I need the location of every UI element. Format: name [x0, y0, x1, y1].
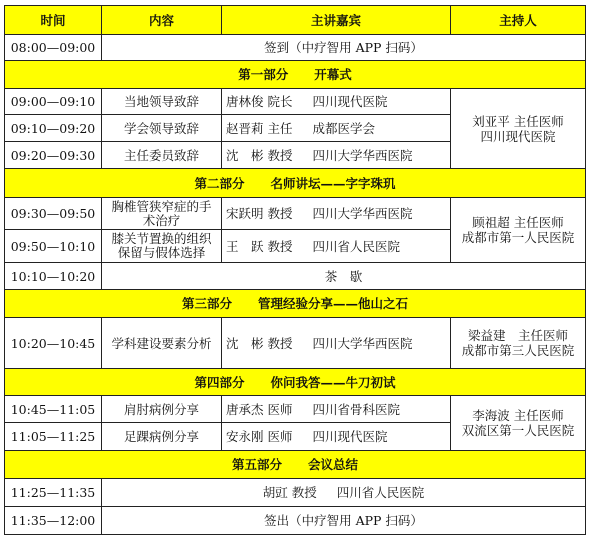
section-title	[5, 169, 586, 198]
checkout-cell: 签出（中疗智用 APP 扫码）	[102, 507, 586, 535]
speaker-org: 成都医学会	[312, 120, 375, 136]
content-cell: 学科建设要素分析	[102, 318, 222, 369]
host-org: 四川现代医院	[480, 128, 556, 144]
time-cell: 11:25—11:35	[5, 479, 102, 507]
section-row	[5, 290, 586, 318]
summary-cell	[102, 479, 586, 507]
speaker-org: 四川大学华西医院	[312, 206, 413, 221]
table-row	[5, 89, 586, 115]
section-row	[5, 451, 586, 479]
section-subtitle: 开幕式	[314, 67, 352, 82]
section-subtitle: 名师讲坛——字字珠玑	[270, 175, 396, 191]
checkin-cell: 签到（中疗智用 APP 扫码）	[102, 35, 586, 61]
header-time: 时间	[5, 6, 102, 35]
speaker-org: 四川省骨科医院	[312, 401, 400, 417]
speaker-cell	[222, 423, 451, 451]
time-cell: 08:00—09:00	[5, 35, 102, 61]
content-cell: 当地领导致辞	[102, 89, 222, 115]
speaker-name: 唐承杰 医师	[226, 401, 293, 417]
time-cell: 09:10—09:20	[5, 115, 102, 142]
speaker-name: 唐林俊 院长	[226, 94, 293, 109]
header-host: 主持人	[451, 6, 586, 35]
section-row	[5, 169, 586, 198]
host-cell	[451, 396, 586, 451]
tea-break-cell: 茶 歇	[102, 263, 586, 290]
section-part: 第五部分	[231, 457, 282, 472]
schedule-table	[4, 5, 586, 535]
header-row	[5, 6, 586, 35]
time-cell: 11:35—12:00	[5, 507, 102, 535]
section-title	[5, 61, 586, 89]
speaker-name: 沈 彬 教授	[226, 335, 293, 351]
host-name: 梁益建 主任医师	[467, 328, 568, 343]
section-title	[5, 290, 586, 318]
section-row	[5, 369, 586, 396]
speaker-cell	[222, 89, 451, 115]
table-row	[5, 318, 586, 369]
section-subtitle: 管理经验分享——他山之石	[258, 296, 409, 311]
speaker-name: 王 跃 教授	[226, 238, 293, 254]
host-org: 成都市第一人民医院	[461, 230, 575, 245]
section-part: 第二部分	[194, 175, 245, 191]
time-cell: 10:20—10:45	[5, 318, 102, 369]
speaker-cell	[222, 230, 451, 263]
header-content: 内容	[102, 6, 222, 35]
speaker-cell	[222, 198, 451, 230]
speaker-name: 胡豇 教授	[262, 485, 317, 500]
host-org: 双流区第一人民医院	[461, 423, 575, 438]
section-part: 第一部分	[238, 67, 289, 82]
speaker-org: 四川现代医院	[312, 94, 388, 109]
host-name: 李海波 主任医师	[472, 408, 564, 423]
table-row	[5, 263, 586, 290]
host-org: 成都市第三人民医院	[461, 343, 575, 358]
header-speaker: 主讲嘉宾	[222, 6, 451, 35]
host-cell	[451, 318, 586, 369]
table-row	[5, 35, 586, 61]
section-part: 第三部分	[181, 296, 232, 311]
time-cell: 09:20—09:30	[5, 142, 102, 169]
section-row	[5, 61, 586, 89]
speaker-cell	[222, 396, 451, 423]
content-cell: 足踝病例分享	[102, 423, 222, 451]
content-cell: 胸椎管狭窄症的手术治疗	[102, 198, 222, 230]
content-cell: 肩肘病例分享	[102, 396, 222, 423]
speaker-name: 宋跃明 教授	[226, 206, 293, 221]
speaker-cell	[222, 142, 451, 169]
section-part: 第四部分	[194, 374, 245, 390]
speaker-org: 四川省人民医院	[312, 238, 400, 254]
time-cell: 09:00—09:10	[5, 89, 102, 115]
table-row	[5, 198, 586, 230]
table-row	[5, 479, 586, 507]
speaker-name: 安永刚 医师	[226, 429, 293, 444]
speaker-org: 四川大学华西医院	[312, 147, 413, 163]
host-name: 顾祖超 主任医师	[472, 215, 564, 230]
time-cell: 11:05—11:25	[5, 423, 102, 451]
host-cell	[451, 89, 586, 169]
time-cell: 09:50—10:10	[5, 230, 102, 263]
time-cell: 10:10—10:20	[5, 263, 102, 290]
time-cell: 10:45—11:05	[5, 396, 102, 423]
speaker-name: 赵晋莉 主任	[226, 120, 293, 136]
speaker-name: 沈 彬 教授	[226, 147, 293, 163]
speaker-org: 四川省人民医院	[336, 485, 425, 500]
table-row	[5, 507, 586, 535]
speaker-org: 四川大学华西医院	[312, 335, 413, 351]
content-cell: 主任委员致辞	[102, 142, 222, 169]
table-row	[5, 396, 586, 423]
time-cell: 09:30—09:50	[5, 198, 102, 230]
section-subtitle: 你问我答——牛刀初试	[270, 374, 396, 390]
section-title	[5, 451, 586, 479]
section-title	[5, 369, 586, 396]
content-cell: 膝关节置换的组织保留与假体选择	[102, 230, 222, 263]
content-cell: 学会领导致辞	[102, 115, 222, 142]
speaker-cell	[222, 318, 451, 369]
section-subtitle: 会议总结	[308, 457, 359, 472]
speaker-org: 四川现代医院	[312, 429, 388, 444]
host-cell	[451, 198, 586, 263]
speaker-cell	[222, 115, 451, 142]
host-name: 刘亚平 主任医师	[472, 113, 564, 129]
